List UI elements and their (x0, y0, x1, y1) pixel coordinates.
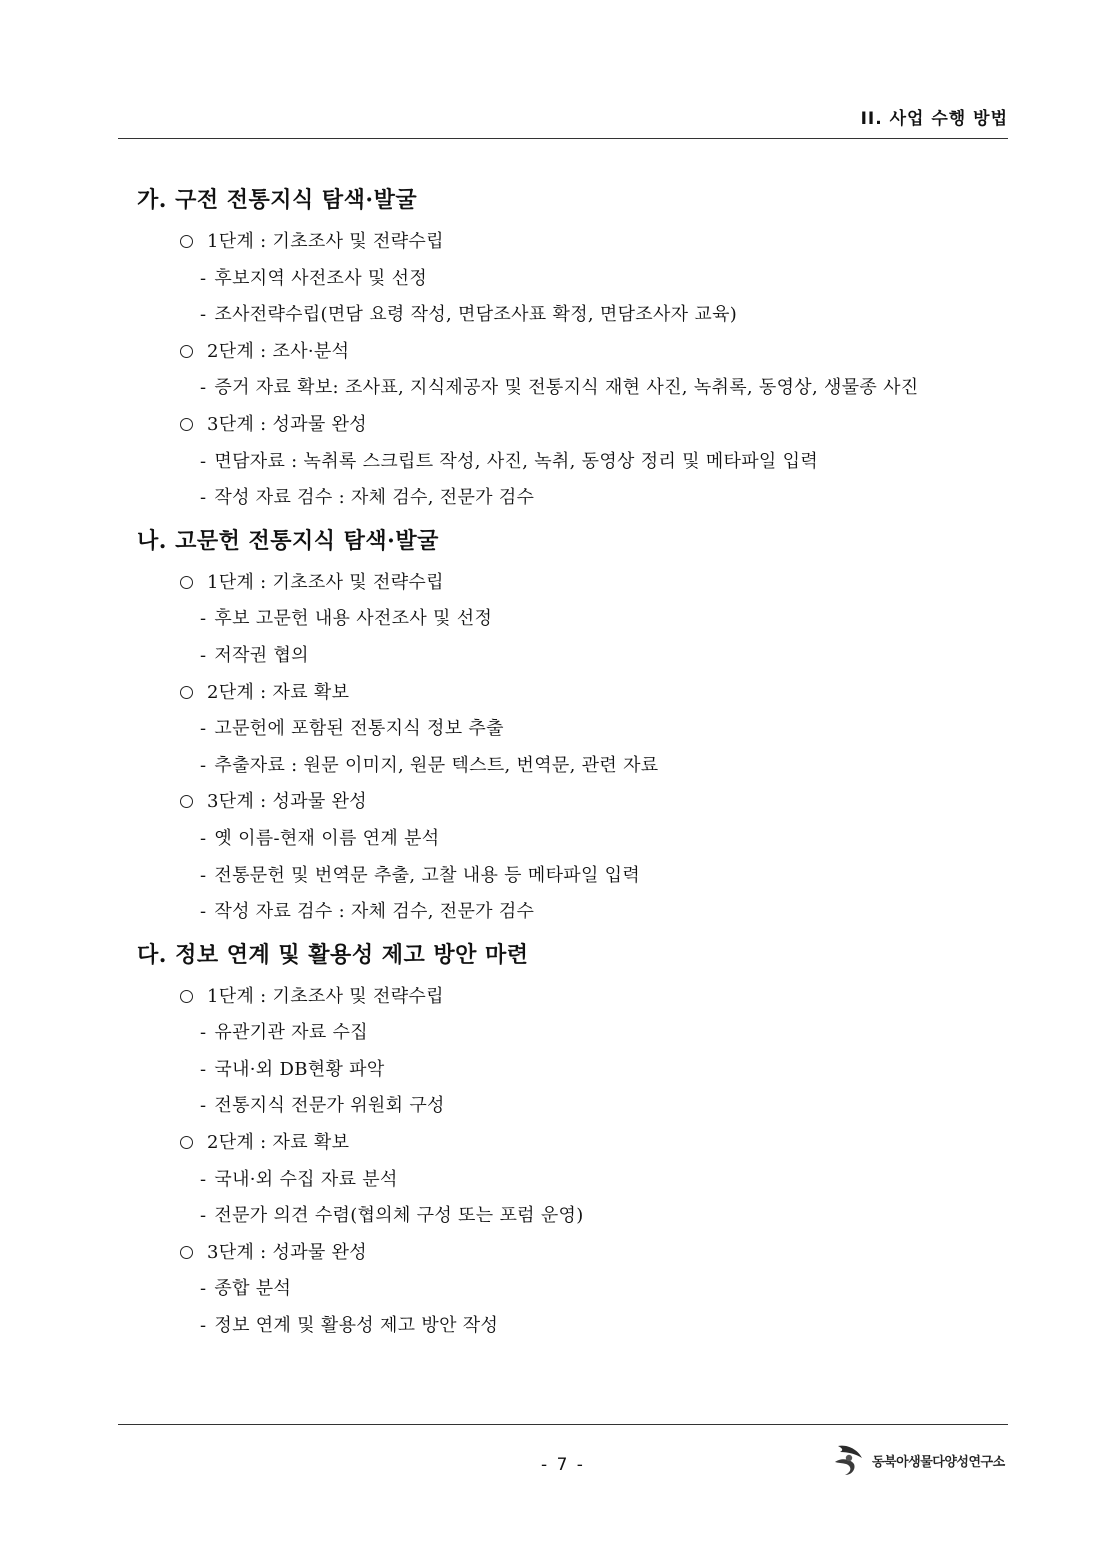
circle-bullet-icon (180, 795, 193, 808)
section-heading-ga: 가. 구전 전통지식 탐색·발굴 (137, 187, 418, 213)
list-item-text: 유관기관 자료 수집 (214, 1022, 368, 1044)
list-item-text: 후보지역 사전조사 및 선정 (214, 267, 428, 289)
dash-bullet-icon: - (200, 267, 207, 289)
list-item-text: 옛 이름-현재 이름 연계 분석 (214, 827, 440, 849)
stage-label: 2단계 : 조사·분석 (207, 340, 350, 362)
org-logo-icon (832, 1442, 870, 1478)
dash-bullet-icon: - (200, 718, 207, 740)
stage-item (137, 565, 1017, 602)
circle-bullet-icon (180, 1246, 193, 1259)
stage-item (137, 675, 1017, 712)
section-heading-na: 나. 고문헌 전통지식 탐색·발굴 (137, 527, 439, 554)
stage-item (137, 407, 1017, 444)
list-item (137, 1015, 1017, 1052)
stage-item (137, 334, 1017, 371)
footer-organization (832, 1442, 1005, 1478)
list-item-text: 국내·외 DB현황 파악 (214, 1058, 385, 1080)
stage-label: 1단계 : 기초조사 및 전략수립 (207, 231, 444, 252)
list-item (137, 638, 1017, 675)
list-item (137, 1052, 1017, 1089)
dash-bullet-icon: - (200, 644, 207, 666)
list-item-text: 작성 자료 검수 : 자체 검수, 전문가 검수 (214, 901, 535, 923)
dash-bullet-icon: - (200, 1278, 207, 1300)
stage-label: 3단계 : 성과물 완성 (207, 1241, 367, 1263)
circle-bullet-icon (180, 576, 193, 589)
stage-label: 1단계 : 기초조사 및 전략수립 (207, 571, 444, 593)
list-item (137, 444, 1017, 481)
list-item-text: 후보 고문헌 내용 사전조사 및 선정 (214, 608, 493, 630)
dash-bullet-icon: - (200, 450, 207, 472)
stage-item (137, 979, 1017, 1016)
list-item-text: 추출자료 : 원문 이미지, 원문 텍스트, 번역문, 관련 자료 (214, 754, 659, 776)
list-item (137, 480, 1017, 517)
list-item-text: 저작권 협의 (214, 644, 309, 666)
dash-bullet-icon: - (200, 1168, 207, 1190)
stage-item (137, 1235, 1017, 1272)
footer-divider (118, 1424, 1008, 1425)
stage-item (137, 1125, 1017, 1162)
list-item-text: 전통문헌 및 번역문 추출, 고찰 내용 등 메타파일 입력 (214, 864, 641, 886)
list-item (137, 858, 1017, 895)
circle-bullet-icon (180, 686, 193, 699)
circle-bullet-icon (180, 235, 193, 248)
dash-bullet-icon: - (200, 901, 207, 923)
document-body (137, 176, 1017, 1345)
dash-bullet-icon: - (200, 1205, 207, 1227)
section-heading-da: 다. 정보 연계 및 활용성 제고 방안 마련 (137, 941, 529, 968)
list-item (137, 821, 1017, 858)
list-item-text: 작성 자료 검수 : 자체 검수, 전문가 검수 (214, 487, 535, 509)
stage-item (137, 784, 1017, 821)
dash-bullet-icon: - (200, 827, 207, 849)
dash-bullet-icon: - (200, 304, 207, 326)
list-item (137, 1308, 1017, 1345)
list-item-text: 조사전략수립(면담 요령 작성, 면담조사표 확정, 면담조사자 교육) (214, 304, 738, 326)
stage-label: 3단계 : 성과물 완성 (207, 413, 367, 435)
circle-bullet-icon (180, 345, 193, 358)
running-header-title: II. 사업 수행 방법 (860, 109, 1008, 129)
circle-bullet-icon (180, 990, 193, 1003)
list-item-text: 국내·외 수집 자료 분석 (214, 1168, 398, 1190)
circle-bullet-icon (180, 1136, 193, 1149)
stage-label: 3단계 : 성과물 완성 (207, 791, 367, 813)
dash-bullet-icon: - (200, 1095, 207, 1117)
list-item (137, 1088, 1017, 1125)
dash-bullet-icon: - (200, 1315, 207, 1337)
list-item (137, 601, 1017, 638)
list-item-text: 정보 연계 및 활용성 제고 방안 작성 (214, 1315, 499, 1337)
dash-bullet-icon: - (200, 608, 207, 630)
list-item (137, 1162, 1017, 1199)
list-item-text: 고문헌에 포함된 전통지식 정보 추출 (214, 718, 504, 740)
list-item (137, 1198, 1017, 1235)
list-item-text: 면담자료 : 녹취록 스크립트 작성, 사진, 녹취, 동영상 정리 및 메타파일 입력 (214, 450, 819, 472)
dash-bullet-icon: - (200, 864, 207, 886)
list-item (137, 748, 1017, 785)
dash-bullet-icon: - (200, 1058, 207, 1080)
stage-item (137, 224, 1017, 261)
dash-bullet-icon: - (200, 754, 207, 776)
list-item-text: 전문가 의견 수렴(협의체 구성 또는 포럼 운영) (214, 1205, 584, 1227)
list-item (137, 1271, 1017, 1308)
stage-label: 1단계 : 기초조사 및 전략수립 (207, 985, 444, 1007)
dash-bullet-icon: - (200, 377, 207, 399)
list-item (137, 370, 1017, 407)
list-item (137, 297, 1017, 334)
org-name: 동북아생물다양성연구소 (872, 1454, 1005, 1470)
list-item-text: 전통지식 전문가 위원회 구성 (214, 1095, 445, 1117)
stage-label: 2단계 : 자료 확보 (207, 1132, 350, 1154)
list-item (137, 261, 1017, 298)
stage-label: 2단계 : 자료 확보 (207, 681, 350, 703)
dash-bullet-icon: - (200, 1022, 207, 1044)
dash-bullet-icon: - (200, 487, 207, 509)
header-divider (118, 138, 1008, 139)
list-item (137, 894, 1017, 931)
circle-bullet-icon (180, 418, 193, 431)
list-item (137, 711, 1017, 748)
page-number: - 7 - (541, 1455, 585, 1475)
list-item-text: 증거 자료 확보: 조사표, 지식제공자 및 전통지식 재현 사진, 녹취록, 동영상, 생물종 사진 (214, 377, 919, 399)
list-item-text: 종합 분석 (214, 1278, 292, 1300)
